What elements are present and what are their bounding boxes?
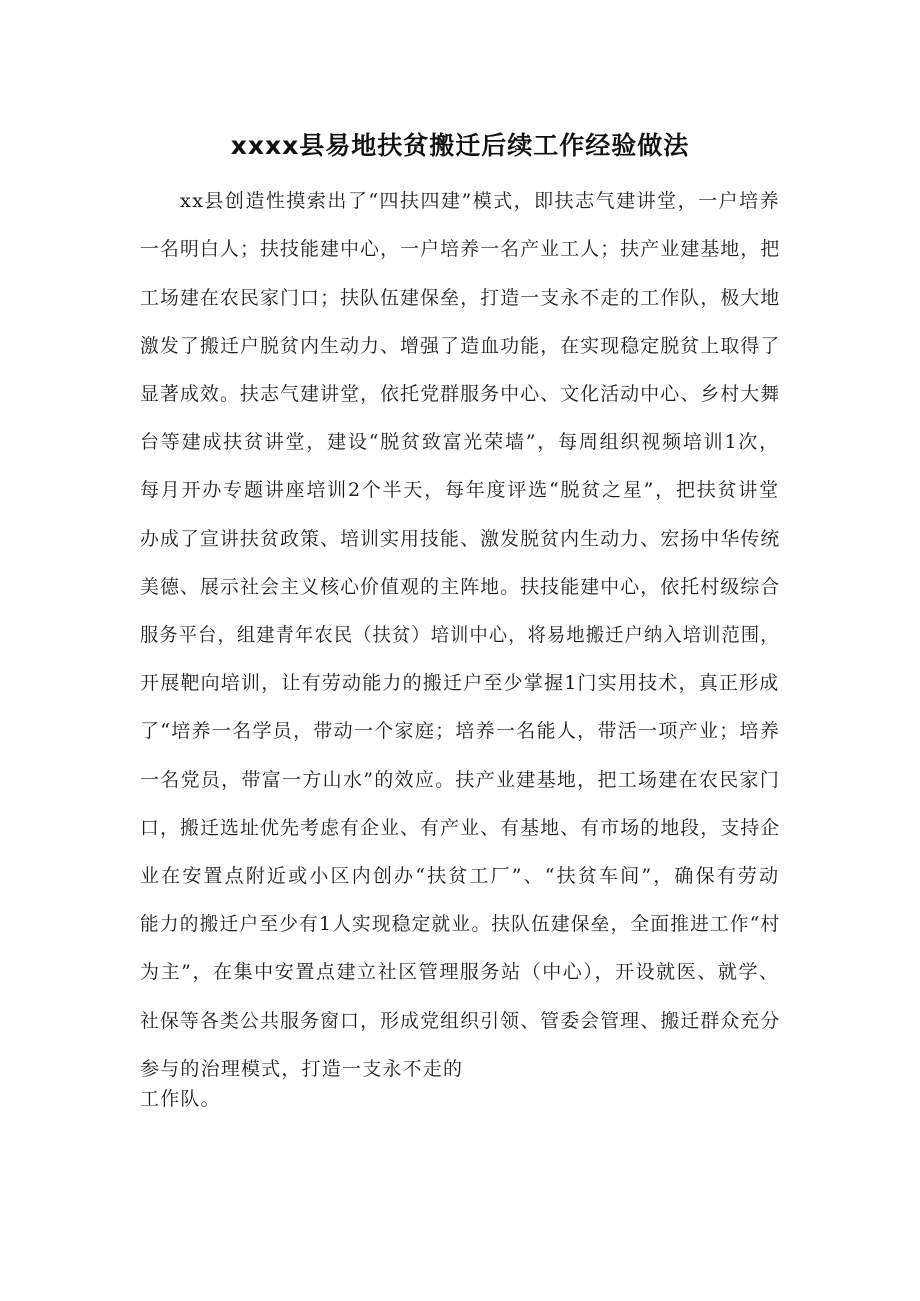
document-title: xxxx县易地扶贫搬迁后续工作经验做法 <box>230 131 690 160</box>
paragraph-line: 办成了宣讲扶贫政策、培训实用技能、激发脱贫内生动力、宏扬中华传统 <box>140 528 781 550</box>
paragraph-line: xx县创造性摸索出了“四扶四建”模式，即扶志气建讲堂，一户培养 <box>180 190 781 212</box>
paragraph-line: 开展靶向培训，让有劳动能力的搬迁户至少掌握1门实用技术，真正形成 <box>140 672 780 694</box>
paragraph-line: 每月开办专题讲座培训2个半天，每年度评选“脱贫之星”，把扶贫讲堂 <box>140 479 780 501</box>
paragraph-line: 参与的治理模式，打造一支永不走的 <box>140 1058 464 1080</box>
paragraph-line: 激发了搬迁户脱贫内生动力、增强了造血功能，在实现稳定脱贫上取得了 <box>140 335 781 357</box>
paragraph-line: 美德、展示社会主义核心价值观的主阵地。扶技能建中心，依托村级综合 <box>140 576 781 598</box>
paragraph-line: 服务平台，组建青年农民（扶贫）培训中心，将易地搬迁户纳入培训范围， <box>140 624 780 646</box>
paragraph-line: 工场建在农民家门口；扶队伍建保垒，打造一支永不走的工作队，极大地 <box>140 287 781 309</box>
paragraph-line: 一名党员，带富一方山水”的效应。扶产业建基地，把工场建在农民家门 <box>140 769 781 791</box>
paragraph-line: 业在安置点附近或小区内创办“扶贫工厂”、“扶贫车间”，确保有劳动 <box>140 865 781 887</box>
paragraph-line: 了“培养一名学员，带动一个家庭；培养一名能人，带活一项产业；培养 <box>140 720 781 742</box>
paragraph-line: 台等建成扶贫讲堂，建设“脱贫致富光荣墙”，每周组织视频培训1次， <box>140 431 780 453</box>
paragraph-line: 为主”，在集中安置点建立社区管理服务站（中心），开设就医、就学、 <box>140 961 780 983</box>
paragraph-line: 显著成效。扶志气建讲堂，依托党群服务中心、文化活动中心、乡村大舞 <box>140 383 781 405</box>
paragraph-line: 工作队。 <box>140 1088 221 1110</box>
paragraph-line: 能力的搬迁户至少有1人实现稳定就业。扶队伍建保垒，全面推进工作“村 <box>140 913 781 935</box>
paragraph-line: 口，搬迁选址优先考虑有企业、有产业、有基地、有市场的地段，支持企 <box>140 817 781 839</box>
paragraph-line: 一名明白人；扶技能建中心，一户培养一名产业工人；扶产业建基地，把 <box>140 238 781 260</box>
paragraph-line: 社保等各类公共服务窗口，形成党组织引领、管委会管理、搬迁群众充分 <box>140 1010 781 1032</box>
